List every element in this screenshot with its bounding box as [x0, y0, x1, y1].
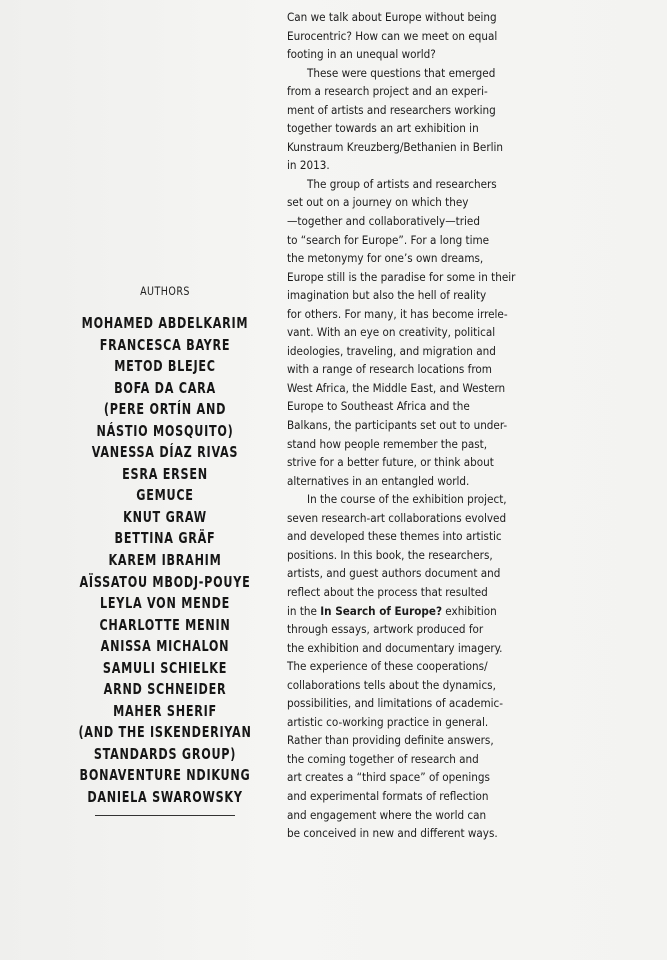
text-line: together towards an art exhibition in: [287, 121, 479, 136]
text-line: the metonymy for one’s own dreams,: [287, 251, 484, 266]
text-line: The experience of these cooperations/: [287, 659, 488, 674]
blurb-text: [287, 8, 547, 843]
text-line: Rather than providing definite answers,: [287, 733, 494, 748]
text-line: positions. In this book, the researchers,: [287, 547, 493, 562]
author-name: STANDARDS GROUP): [93, 744, 237, 763]
text-fragment: in the: [287, 603, 321, 618]
text-line: and developed these themes into artistic: [287, 529, 502, 544]
text-line: West Africa, the Middle East, and Western: [287, 380, 506, 395]
text-line: In the course of the exhibition project,: [307, 492, 507, 507]
author-name: ARND SCHNEIDER: [103, 680, 227, 699]
text-line: and engagement where the world can: [287, 807, 487, 822]
text-line: for others. For many, it has become irrele-: [287, 306, 508, 321]
author-name: SAMULI SCHIELKE: [102, 658, 228, 677]
text-fragment: exhibition: [442, 603, 497, 618]
author-name: BOFA DA CARA: [114, 378, 216, 397]
author-name: MOHAMED ABDELKARIM: [81, 314, 249, 332]
text-line: in 2013.: [287, 158, 330, 173]
author-list: [40, 313, 290, 809]
text-line: The group of artists and researchers: [307, 176, 497, 191]
text-line: possibilities, and limitations of academic-: [287, 696, 504, 711]
text-line: Europe to Southeast Africa and the: [287, 399, 470, 414]
text-line: reflect about the process that resulted: [287, 584, 488, 599]
text-line: ment of artists and researchers working: [287, 102, 496, 117]
author-name: ESRA ERSEN: [122, 464, 208, 483]
text-line: the coming together of research and: [287, 751, 479, 766]
author-name: BETTINA GRÄF: [114, 529, 216, 548]
author-name: (PERE ORTÍN AND: [103, 400, 227, 419]
text-line: collaborations tells about the dynamics,: [287, 677, 496, 692]
authors-heading: AUTHORS: [140, 284, 190, 298]
text-line: through essays, artwork produced for: [287, 622, 484, 637]
text-line: from a research project and an experi-: [287, 84, 488, 99]
author-name: GEMUCE: [136, 486, 194, 505]
text-line: footing in an unequal world?: [287, 47, 436, 62]
author-name: CHARLOTTE MENIN: [99, 615, 231, 634]
author-name: KNUT GRAW: [123, 507, 207, 526]
authors-section: [40, 284, 290, 816]
text-line: vant. With an eye on creativity, political: [287, 325, 496, 340]
text-line: These were questions that emerged: [307, 65, 496, 80]
author-name: DANIELA SWAROWSKY: [87, 788, 243, 807]
author-name: LEYLA VON MENDE: [99, 594, 231, 613]
text-line: Europe still is the paradise for some in their: [287, 269, 516, 284]
text-line: Eurocentric? How can we meet on equal: [287, 28, 498, 43]
text-line: Kunstraum Kreuzberg/Bethanien in Berlin: [287, 139, 504, 154]
author-name: AÏSSATOU MBODJ-POUYE: [79, 572, 251, 591]
text-line: artists, and guest authors document and: [287, 566, 501, 581]
text-line: be conceived in new and different ways.: [287, 826, 498, 841]
author-name: VANESSA DÍAZ RIVAS: [91, 443, 239, 462]
text-line: Can we talk about Europe without being: [287, 10, 497, 24]
book-title-emphasis: In Search of Europe?: [320, 603, 442, 618]
text-line: stand how people remember the past,: [287, 436, 488, 451]
author-name: BONAVENTURE NDIKUNG: [79, 766, 251, 785]
author-name: MAHER SHERIF: [113, 701, 217, 720]
author-name: FRANCESCA BAYRE: [99, 335, 231, 354]
text-line: art creates a “third space” of openings: [287, 770, 490, 785]
text-line: ideologies, traveling, and migration and: [287, 343, 496, 358]
text-line: with a range of research locations from: [287, 362, 492, 377]
text-line: seven research-art collaborations evolved: [287, 510, 507, 525]
text-line: artistic co-working practice in general.: [287, 714, 489, 729]
author-name: (AND THE ISKENDERIYAN: [78, 723, 252, 742]
author-name: NÁSTIO MOSQUITO): [96, 421, 234, 440]
text-line: the exhibition and documentary imagery.: [287, 640, 503, 655]
text-line: and experimental formats of reflection: [287, 788, 489, 803]
text-line: set out on a journey on which they: [287, 195, 469, 210]
text-line: to “search for Europe”. For a long time: [287, 232, 490, 247]
text-line: imagination but also the hell of reality: [287, 288, 487, 303]
text-line: Balkans, the participants set out to under-: [287, 418, 508, 433]
author-name: ANISSA MICHALON: [100, 637, 230, 656]
author-name: METOD BLEJEC: [114, 357, 216, 376]
author-name: KAREM IBRAHIM: [108, 551, 222, 570]
text-line: [287, 602, 547, 621]
text-line: alternatives in an entangled world.: [287, 473, 470, 488]
text-line: strive for a better future, or think about: [287, 455, 494, 470]
text-line: —together and collaboratively—tried: [287, 214, 480, 229]
divider-rule: [95, 815, 235, 816]
